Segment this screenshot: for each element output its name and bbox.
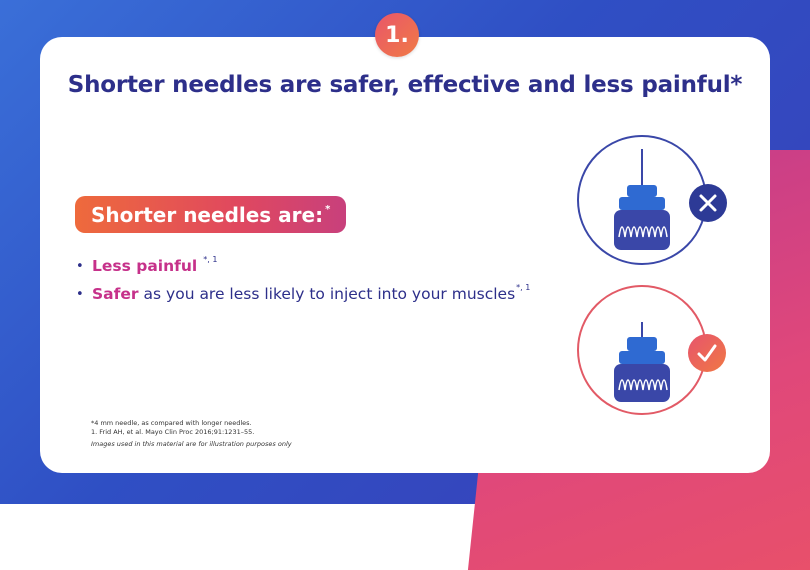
bullet-text: as you are less likely to inject into your muscles [143, 285, 516, 303]
needle-icon [579, 137, 705, 263]
bullet-highlight: Less painful [92, 257, 198, 275]
bullet-sup: *, 1 [203, 255, 218, 264]
page-title: Shorter needles are safer, effective and less painful* [67, 72, 743, 98]
list-item [76, 252, 530, 280]
bullet-dot: • [76, 286, 84, 302]
bullet-dot: • [76, 258, 84, 274]
footnote-reference: 1. Frid AH, et al. Mayo Clin Proc 2016;91:1231–55. [91, 428, 255, 436]
footnote-1: *4 mm needle, as compared with longer needles. [91, 419, 252, 427]
pill-label: Shorter needles are: [91, 202, 324, 227]
needle-icon [579, 287, 705, 413]
bullet-highlight: Safer [92, 285, 139, 303]
section-pill [75, 196, 346, 233]
bullet-list [76, 252, 530, 308]
close-icon [689, 184, 727, 222]
step-number-badge: 1. [375, 13, 419, 57]
list-item [76, 280, 530, 308]
bullet-sup: *, 1 [516, 283, 531, 292]
long-needle-illustration [577, 135, 707, 265]
footnote-disclaimer: Images used in this material are for illustration purposes only [91, 440, 292, 448]
pill-sup: * [325, 204, 331, 215]
checkmark-icon [688, 334, 726, 372]
